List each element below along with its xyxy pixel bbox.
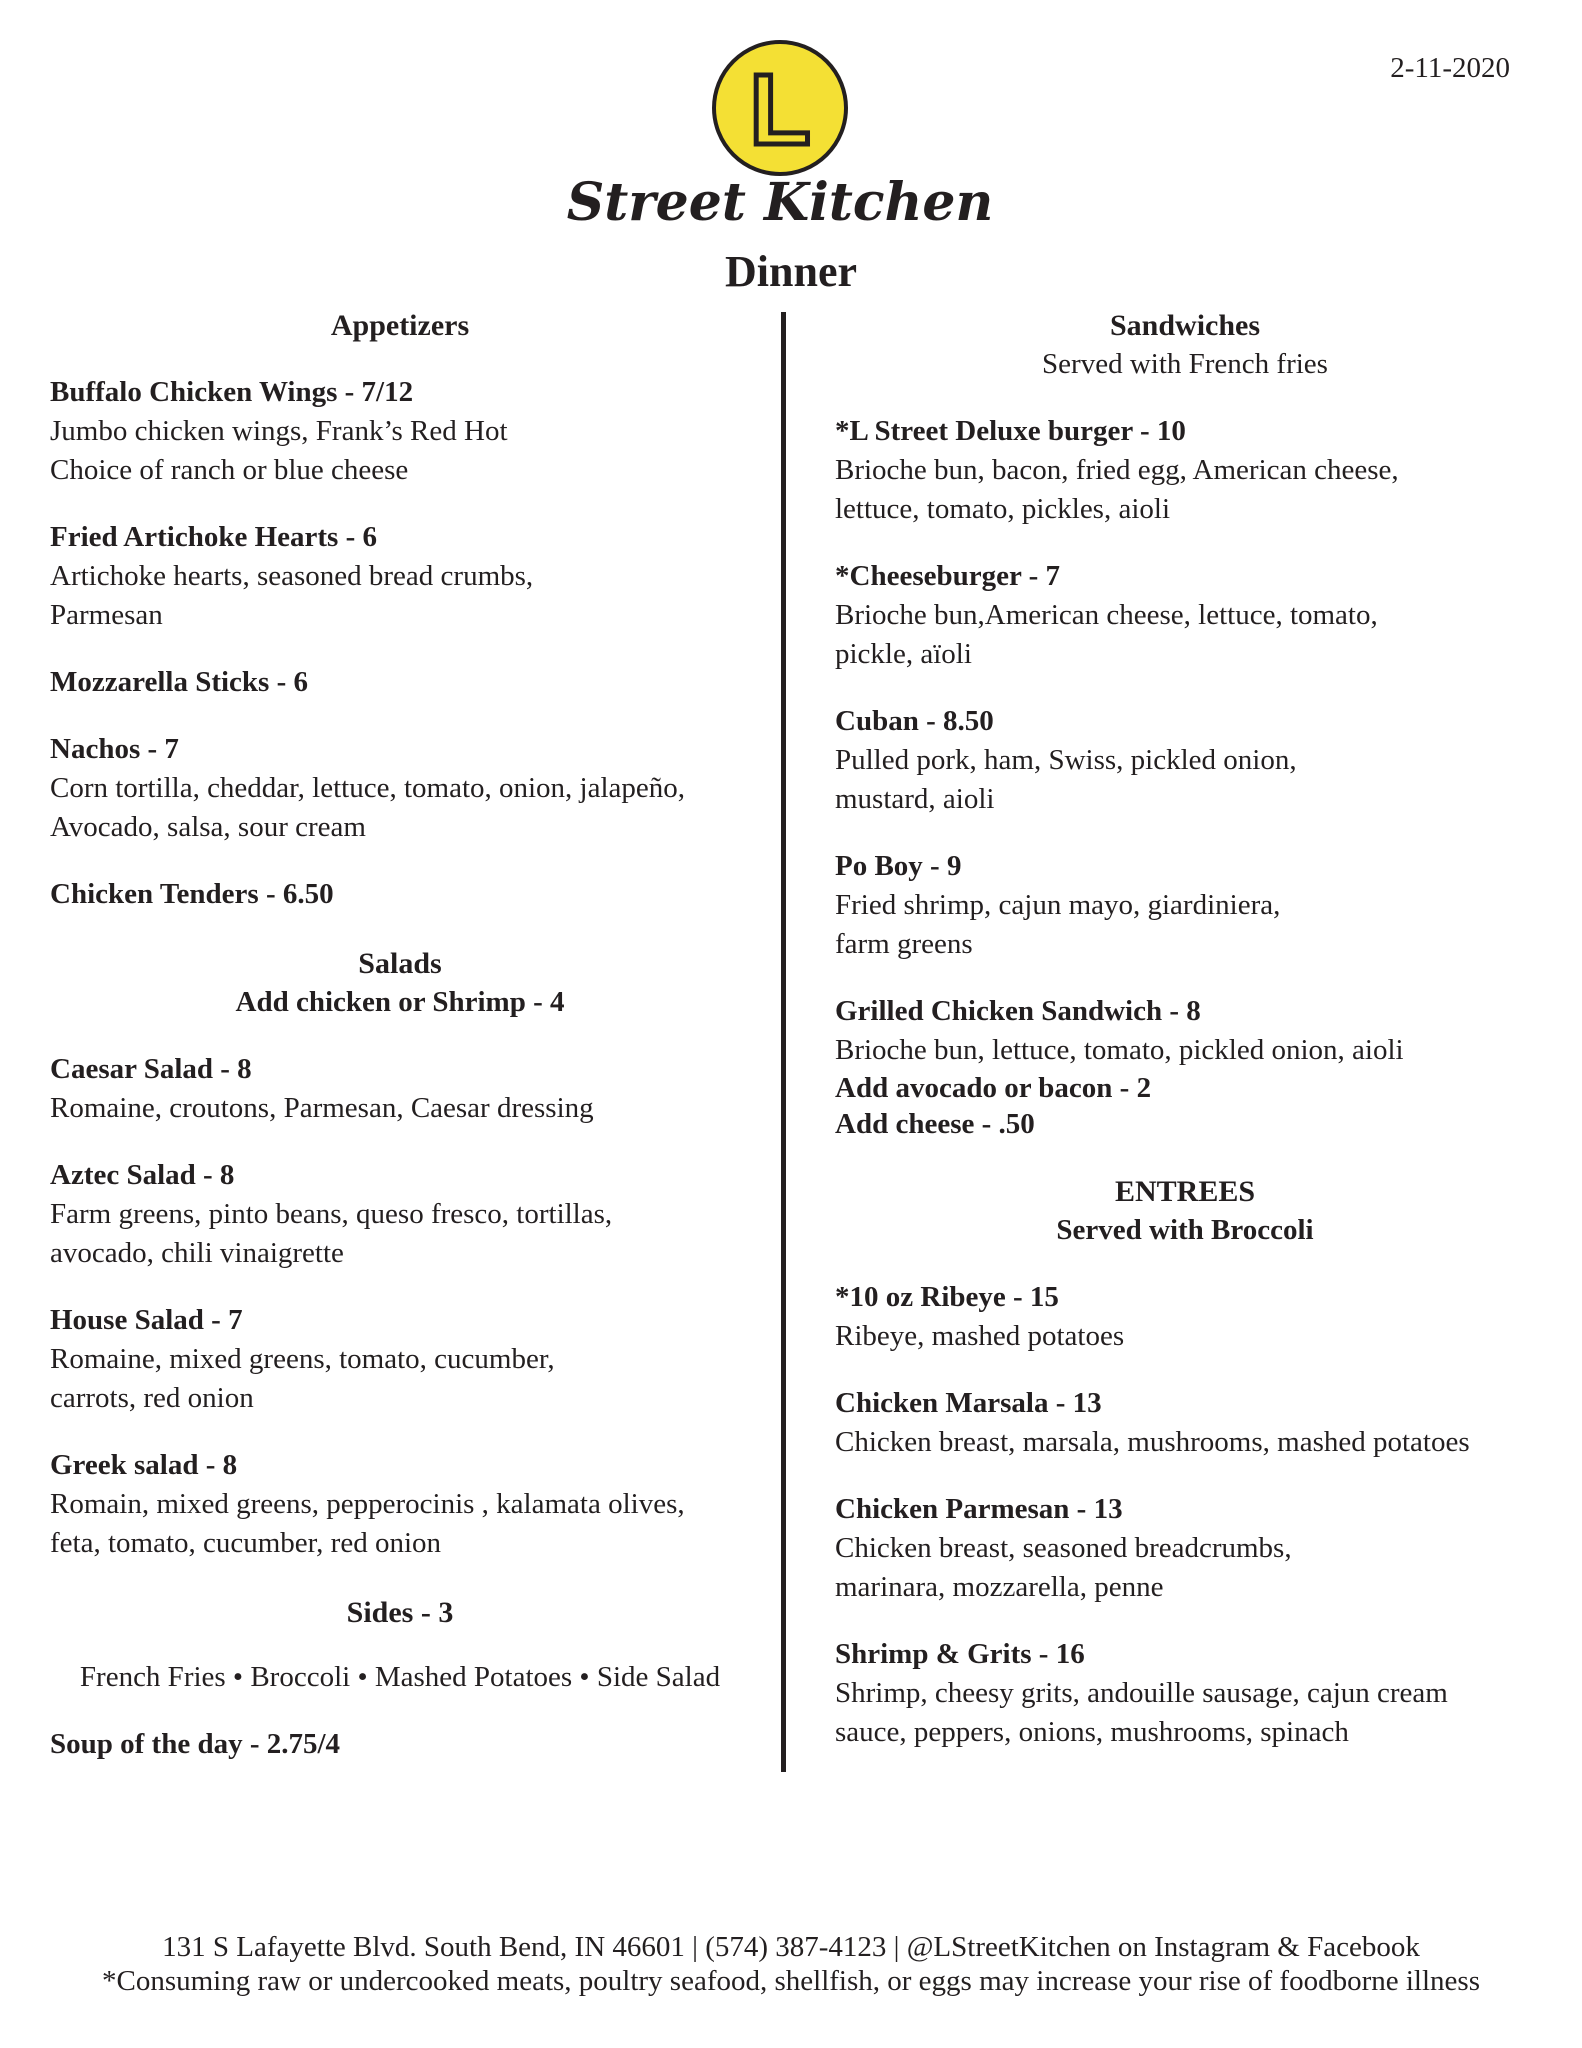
menu-item-name: Fried Artichoke Hearts - 6	[50, 521, 377, 553]
appetizers-list	[50, 373, 750, 914]
restaurant-logo	[560, 40, 1000, 230]
right-column	[835, 306, 1535, 1752]
menu-item-description: Artichoke hearts, seasoned bread crumbs,	[50, 560, 534, 592]
menu-item-name: Buffalo Chicken Wings - 7/12	[50, 376, 414, 408]
salads-list	[50, 1050, 750, 1563]
sides-list: French Fries • Broccoli • Mashed Potatoes • Side Salad	[79, 1661, 721, 1693]
menu-item	[835, 702, 1535, 819]
menu-item-description: Corn tortilla, cheddar, lettuce, tomato, onion, jalapeño,	[50, 772, 686, 804]
menu-item-name: Aztec Salad - 8	[50, 1159, 235, 1191]
entrees-list	[835, 1278, 1535, 1752]
menu-item-name: Chicken Parmesan - 13	[835, 1493, 1123, 1525]
column-divider	[781, 312, 786, 1772]
menu-item	[50, 1446, 750, 1563]
menu-item-description: farm greens	[835, 928, 973, 960]
menu-item	[835, 1490, 1535, 1607]
menu-item-description: Farm greens, pinto beans, queso fresco, tortillas,	[50, 1198, 613, 1230]
sides-title: Sides - 3	[346, 1596, 454, 1629]
menu-item-description: Ribeye, mashed potatoes	[835, 1320, 1125, 1352]
menu-item-description: Brioche bun, lettuce, tomato, pickled onion, aioli	[835, 1034, 1404, 1066]
menu-item-description: Jumbo chicken wings, Frank’s Red Hot	[50, 415, 508, 447]
menu-item-name: Greek salad - 8	[50, 1449, 238, 1481]
menu-title: Dinner	[725, 247, 857, 296]
menu-item-description: Parmesan	[50, 599, 163, 631]
logo-graphic	[560, 40, 1000, 230]
menu-item	[835, 992, 1535, 1142]
menu-item-name: House Salad - 7	[50, 1304, 243, 1336]
menu-item-description: sauce, peppers, onions, mushrooms, spinach	[835, 1716, 1349, 1748]
menu-item	[50, 1301, 750, 1418]
menu-item	[50, 1050, 750, 1128]
entrees-title: ENTREES	[1114, 1175, 1256, 1208]
menu-item-name: Shrimp & Grits - 16	[835, 1638, 1085, 1670]
sandwiches-list	[835, 412, 1535, 1142]
menu-item-name: Caesar Salad - 8	[50, 1053, 252, 1085]
menu-item-description: Fried shrimp, cajun mayo, giardiniera,	[835, 889, 1281, 921]
logo-wordmark: Street Kitchen	[566, 172, 994, 230]
menu-item	[835, 557, 1535, 674]
menu-date: 2-11-2020	[1390, 52, 1510, 84]
menu-item	[50, 730, 750, 847]
footer-disclaimer: *Consuming raw or undercooked meats, poultry seafood, shellfish, or eggs may increase your rise of foodborne illness	[102, 1965, 1480, 1997]
menu-item	[50, 373, 750, 490]
menu-item-name: *10 oz Ribeye - 15	[835, 1281, 1059, 1313]
menu-item-name: Po Boy - 9	[835, 850, 962, 882]
menu-item	[835, 847, 1535, 964]
left-column	[50, 306, 750, 1764]
menu-item	[50, 518, 750, 635]
menu-item-name: Nachos - 7	[50, 733, 179, 765]
menu-item-addon: Add avocado or bacon - 2	[835, 1072, 1152, 1104]
menu-item-name: Chicken Tenders - 6.50	[50, 878, 334, 910]
menu-item-description: Choice of ranch or blue cheese	[50, 454, 409, 486]
menu-item-name: *Cheeseburger - 7	[835, 560, 1060, 592]
menu-item-name: Mozzarella Sticks - 6	[50, 666, 308, 698]
menu-item-description: lettuce, tomato, pickles, aioli	[835, 493, 1171, 525]
menu-item-description: avocado, chili vinaigrette	[50, 1237, 344, 1269]
menu-item-description: Avocado, salsa, sour cream	[50, 811, 366, 843]
sandwiches-title: Sandwiches	[1109, 309, 1261, 342]
menu-item-name: *L Street Deluxe burger - 10	[835, 415, 1186, 447]
menu-item-description: feta, tomato, cucumber, red onion	[50, 1527, 442, 1559]
sandwiches-subtitle: Served with French fries	[1042, 348, 1328, 380]
menu-item-name: Grilled Chicken Sandwich - 8	[835, 995, 1201, 1027]
menu-item	[835, 1278, 1535, 1356]
menu-item-description: Romaine, croutons, Parmesan, Caesar dressing	[50, 1092, 594, 1124]
menu-item-description: Pulled pork, ham, Swiss, pickled onion,	[835, 744, 1297, 776]
menu-item	[835, 1635, 1535, 1752]
footer	[0, 1930, 1582, 1998]
menu-item-name: Chicken Marsala - 13	[835, 1387, 1102, 1419]
menu-item-description: Brioche bun,American cheese, lettuce, tomato,	[835, 599, 1378, 631]
menu-item-name: Cuban - 8.50	[835, 705, 994, 737]
entrees-subtitle: Served with Broccoli	[1056, 1214, 1314, 1246]
salads-title: Salads	[358, 947, 442, 980]
footer-address: 131 S Lafayette Blvd. South Bend, IN 46601 | (574) 387-4123 | @LStreetKitchen on Instagram & Facebook	[162, 1931, 1420, 1963]
menu-item-description: Chicken breast, seasoned breadcrumbs,	[835, 1532, 1292, 1564]
menu-item	[835, 412, 1535, 529]
salads-subtitle: Add chicken or Shrimp - 4	[235, 986, 565, 1018]
menu-item	[50, 875, 750, 914]
menu-item-addon: Add cheese - .50	[835, 1108, 1035, 1140]
menu-item	[835, 1384, 1535, 1462]
menu-item-description: carrots, red onion	[50, 1382, 254, 1414]
menu-item-description: Chicken breast, marsala, mushrooms, mashed potatoes	[835, 1426, 1470, 1458]
menu-item-description: Romain, mixed greens, pepperocinis , kalamata olives,	[50, 1488, 685, 1520]
menu-item-description: Romaine, mixed greens, tomato, cucumber,	[50, 1343, 555, 1375]
menu-item-description: Shrimp, cheesy grits, andouille sausage, cajun cream	[835, 1677, 1448, 1709]
menu-item-description: Brioche bun, bacon, fried egg, American cheese,	[835, 454, 1399, 486]
appetizers-title: Appetizers	[330, 309, 470, 342]
menu-item-description: mustard, aioli	[835, 783, 995, 815]
menu-item	[50, 663, 750, 702]
logo-letter: L	[749, 54, 811, 166]
menu-item	[50, 1156, 750, 1273]
menu-item-description: marinara, mozzarella, penne	[835, 1571, 1164, 1603]
soup-item-name: Soup of the day - 2.75/4	[50, 1728, 341, 1760]
menu-item-description: pickle, aïoli	[835, 638, 972, 670]
